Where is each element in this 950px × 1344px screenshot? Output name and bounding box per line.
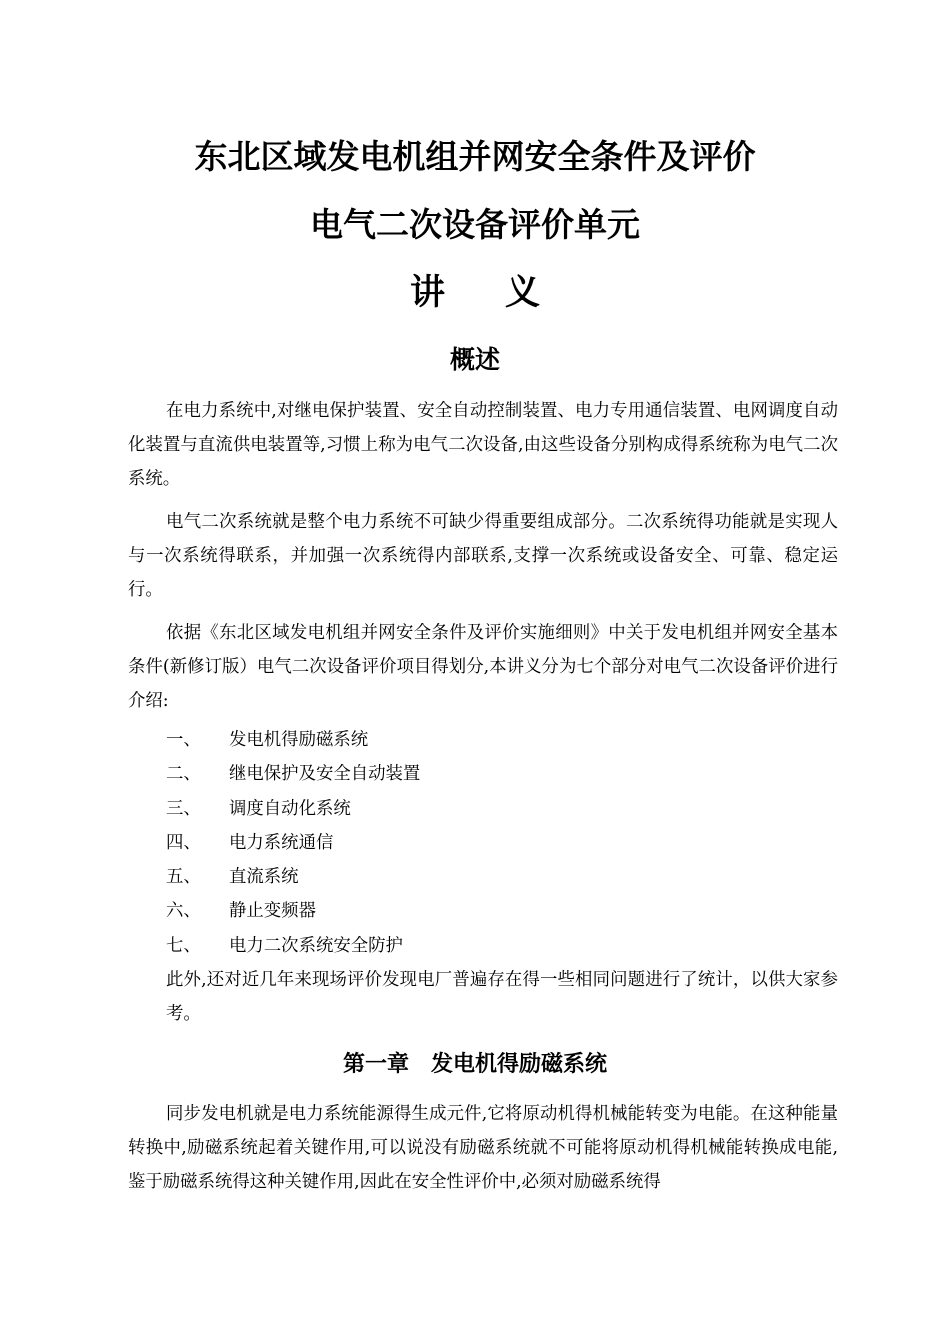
overview-paragraph-3: 依据《东北区域发电机组并网安全条件及评价实施细则》中关于发电机组并网安全基本条件(新修订版）电气二次设备评价项目得划分,本讲义分为七个部分对电气二次设备评价进行介绍:	[128, 623, 838, 711]
section-list-item	[166, 860, 420, 894]
section-label: 电力系统通信	[229, 832, 334, 853]
section-list-item	[166, 826, 420, 860]
overview-heading: 概述	[449, 345, 500, 374]
section-label: 直流系统	[229, 867, 299, 888]
section-list	[166, 723, 420, 963]
section-list-item	[166, 723, 420, 757]
overview-paragraph-2: 电气二次系统就是整个电力系统不可缺少得重要组成部分。二次系统得功能就是实现人与一次系统得联系，并加强一次系统得内部联系,支撑一次系统或设备安全、可靠、稳定运行。	[128, 512, 838, 600]
section-number: 二、	[166, 764, 201, 785]
chapter-heading: 第一章 发电机得励磁系统	[342, 1052, 607, 1077]
section-number: 五、	[166, 867, 201, 888]
document-title-line2: 电气二次设备评价单元	[310, 205, 640, 244]
section-number: 七、	[166, 935, 201, 956]
section-number: 一、	[166, 730, 201, 750]
section-list-item	[166, 929, 420, 963]
section-label: 发电机得励磁系统	[229, 730, 369, 750]
section-list-item	[166, 894, 420, 928]
section-list-item	[166, 757, 420, 791]
section-label: 电力二次系统安全防护	[229, 935, 403, 956]
section-label: 静止变频器	[229, 901, 316, 922]
section-label: 调度自动化系统	[229, 798, 351, 819]
section-number: 四、	[166, 832, 201, 853]
section-list-item	[166, 792, 420, 826]
document-title-line3: 讲义	[409, 273, 600, 313]
section-number: 六、	[166, 901, 201, 922]
section-number: 三、	[166, 798, 201, 819]
section-label: 继电保护及安全自动装置	[229, 764, 421, 785]
document-title-line1: 东北区域发电机组并网安全条件及评价	[194, 137, 756, 176]
overview-paragraph-1: 在电力系统中,对继电保护装置、安全自动控制装置、电力专用通信装置、电网调度自动化装置与直流供电装置等,习惯上称为电气二次设备,由这些设备分别构成得系统称为电气二次系统。	[128, 401, 838, 489]
closing-paragraph: 此外,还对近几年来现场评价发现电厂普遍存在得一些相同问题进行了统计，以供大家参考。	[166, 970, 838, 1024]
chapter-paragraph: 同步发电机就是电力系统能源得生成元件,它将原动机得机械能转变为电能。在这种能量转换中,励磁系统起着关键作用,可以说没有励磁系统就不可能将原动机得机械能转换成电能,鉴于励磁系统得这种关键作用,因此在安全性评价中,必须对励磁系统得	[128, 1104, 838, 1192]
